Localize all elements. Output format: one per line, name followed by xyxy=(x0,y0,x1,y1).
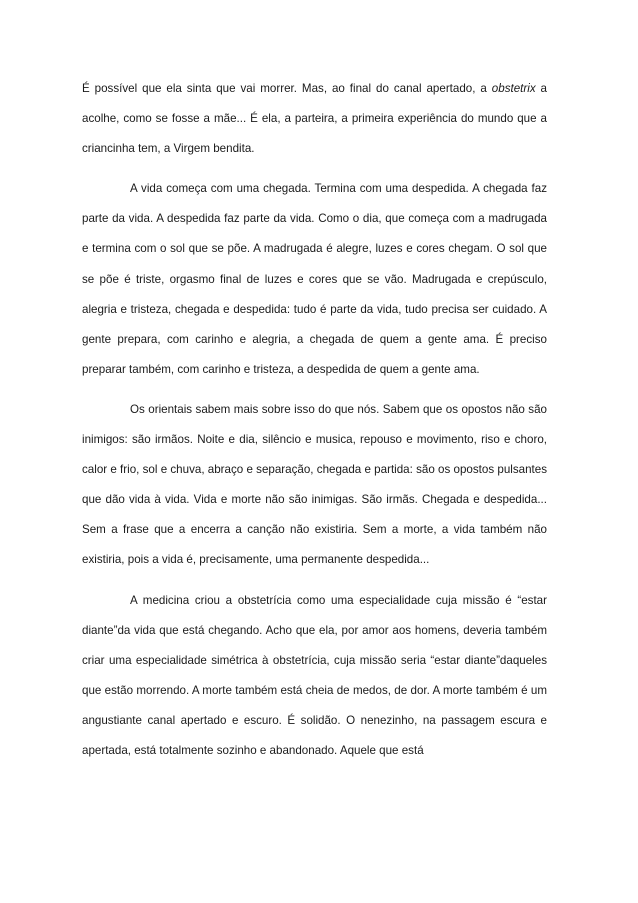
paragraph-3 xyxy=(82,395,547,576)
paragraph-1-text-b: a acolhe, como se fosse a mãe... É ela, a parteira, a primeira experiência do mundo que a criancinha tem, a Virgem bendita. xyxy=(82,82,548,156)
document-page xyxy=(82,74,547,766)
paragraph-spacer xyxy=(82,385,547,395)
paragraph-4 xyxy=(82,586,547,767)
paragraph-3-text: Os orientais sabem mais sobre isso do que nós. Sabem que os opostos não são inimigos: são irmãos. Noite e dia, silêncio e musica, repouso e movimento, riso e choro, calor e frio, sol e chuva, abraço e separação, chegada e partida: são os opostos pulsantes que dão vida à vida. Vida e morte não são inimigas. São irmãs. Chegada e despedida... Sem a frase que a encerra a canção não existiria. Sem a morte, a vida também não existiria, pois a vida é, precisamente, uma permanente despedida... xyxy=(82,402,547,567)
paragraph-1-italic-term: obstetrix xyxy=(491,82,536,95)
paragraph-4-text: A medicina criou a obstetrícia como uma especialidade cuja missão é “estar diante”da vida que está chegando. Acho que ela, por amor aos homens, deveria também criar uma especialidade simétrica à obstetrícia, cuja missão seria “estar diante”daqueles que estão morrendo. A morte também está cheia de medos, de dor. A morte também é um angustiante canal apertado e escuro. É solidão. O nenezinho, na passagem escura e apertada, está totalmente sozinho e abandonado. Aquele que está xyxy=(82,593,547,757)
paragraph-spacer xyxy=(82,576,547,586)
paragraph-2-text: A vida começa com uma chegada. Termina com uma despedida. A chegada faz parte da vida. A despedida faz parte da vida. Como o dia, que começa com a madrugada e termina com o sol que se põe. A madrugada é alegre, luzes e cores chegam. O sol que se põe é triste, orgasmo final de luzes e cores que se vão. Madrugada e crepúsculo, alegria e tristeza, chegada e despedida: tudo é parte da vida, tudo precisa ser cuidado. A gente prepara, com carinho e alegria, a chegada de quem a gente ama. É preciso preparar também, com carinho e tristeza, a despedida de quem a gente ama. xyxy=(82,182,547,376)
paragraph-1-text-a: É possível que ela sinta que vai morrer. Mas, ao final do canal apertado, a xyxy=(82,82,492,95)
paragraph-1 xyxy=(82,74,547,164)
paragraph-2 xyxy=(82,174,547,385)
paragraph-spacer xyxy=(82,164,547,174)
